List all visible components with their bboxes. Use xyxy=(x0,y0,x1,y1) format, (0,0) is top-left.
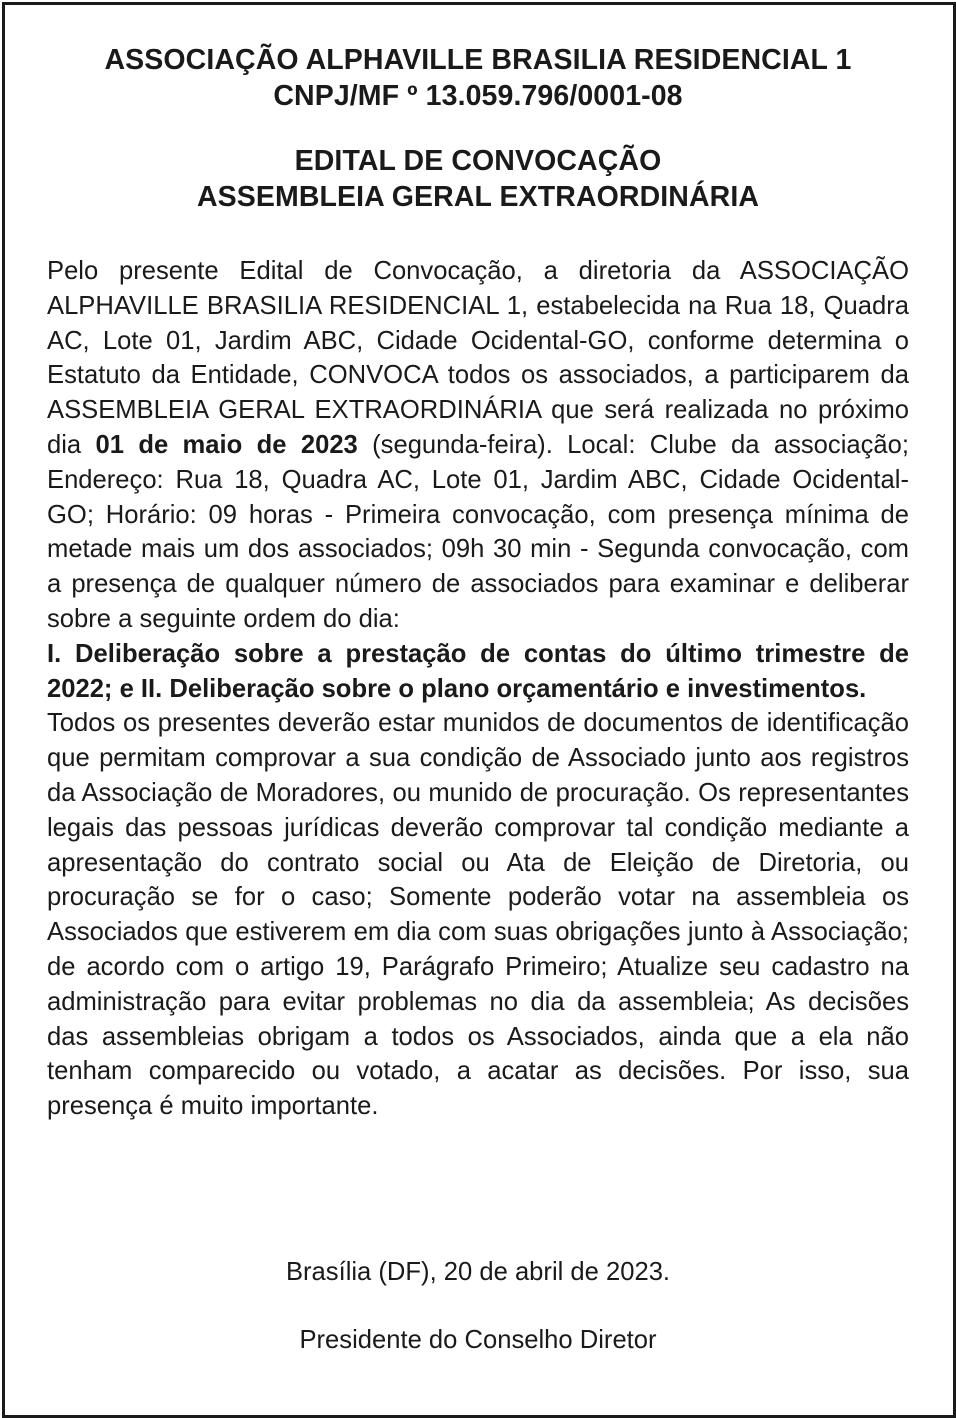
agenda-paragraph xyxy=(47,637,909,707)
organization-header xyxy=(0,42,956,114)
organization-name: ASSOCIAÇÃO ALPHAVILLE BRASILIA RESIDENCIAL 1 xyxy=(104,44,852,76)
assembly-date: 01 de maio de 2023 xyxy=(95,430,358,459)
convocation-text-start: Pelo presente Edital de Convocação, a diretoria da ASSOCIAÇÃO ALPHAVILLE BRASILIA RESIDENCIAL 1, estabelecida na Rua 18, Quadra AC, Lote 01, Jardim ABC, Cidade Ocidental-GO, conforme determina o Estatuto da Entidade, CONVOCA todos os associados, a participarem da ASSEMBLEIA GERAL EXTRAORDINÁRIA que será realizada no próximo dia xyxy=(47,257,909,459)
signature-line: Presidente do Conselho Diretor xyxy=(299,1326,657,1354)
place-and-date: Brasília (DF), 20 de abril de 2023. xyxy=(285,1258,671,1286)
notice-title-line2: ASSEMBLEIA GERAL EXTRAORDINÁRIA xyxy=(196,181,760,213)
requirements-paragraph: Todos os presentes deverão estar munidos de documentos de identificação que permitam comprovar a sua condição de Associado junto aos registros da Associação de Moradores, ou munido de procuração. Os representantes legais das pessoas jurídicas deverão comprovar tal condição mediante a apresentação do contrato social ou Ata de Eleição de Diretoria, ou procuração se for o caso; Somente poderão votar na assembleia os Associados que estiverem em dia com suas obrigações junto à Associação; de acordo com o artigo 19, Parágrafo Primeiro; Atualize seu cadastro na administração para evitar problemas no dia da assembleia; As decisões das assembleias obrigam a todos os Associados, ainda que a ela não tenham comparecido ou votado, a acatar as decisões. Por isso, sua presença é muito importante. xyxy=(47,709,909,1121)
convocation-text-end: (segunda-feira). Local: Clube da associação; Endereço: Rua 18, Quadra AC, Lote 01, Jardim ABC, Cidade Ocidental-GO; Horário: 09 horas - Primeira convocação, com presença mínima de metade mais um dos associados; 09h 30 min - Segunda convocação, com a presença de qualquer número de associados para examinar e deliberar sobre a seguinte ordem do dia: xyxy=(47,430,910,633)
agenda-items: I. Deliberação sobre a prestação de contas do último trimestre de 2022; e II. Deliberação sobre o plano orçamentário e investimentos. xyxy=(47,639,909,703)
notice-title xyxy=(0,143,956,215)
notice-body xyxy=(47,254,909,1124)
notice-title-line1: EDITAL DE CONVOCAÇÃO xyxy=(294,145,662,177)
convocation-paragraph xyxy=(47,254,909,637)
cnpj-number: CNPJ/MF º 13.059.796/0001-08 xyxy=(273,80,683,112)
